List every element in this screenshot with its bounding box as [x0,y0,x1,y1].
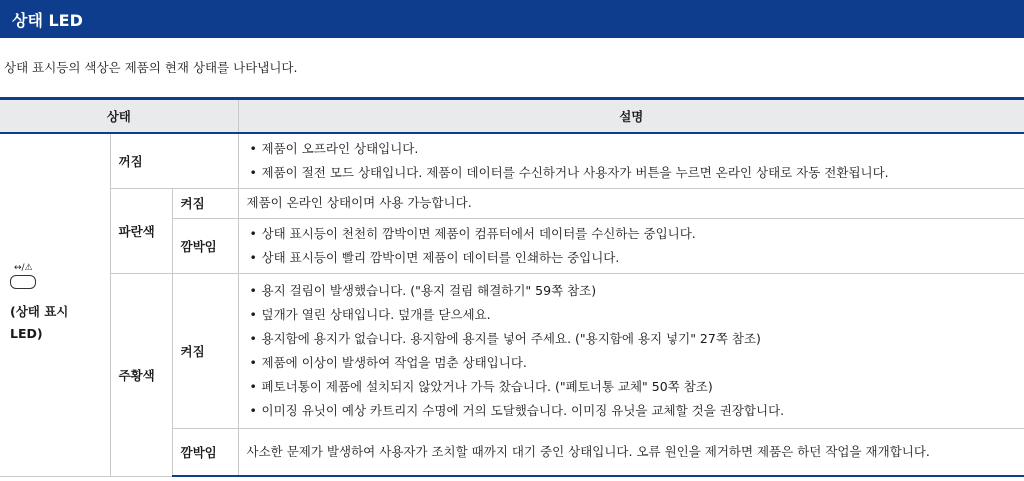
desc-orange-blink: 사소한 문제가 발생하여 사용자가 조치할 때까지 대기 중인 상태입니다. 오류 원인을 제거하면 제품은 하던 작업을 재개합니다. [238,428,1024,476]
list-item: • 제품이 절전 모드 상태입니다. 제품이 데이터를 수신하거나 사용자가 버튼을 누르면 온라인 상태로 자동 전환됩니다. [262,161,1017,185]
column-header-description: 설명 [238,99,1024,134]
orange-blink-label: 깜박임 [172,428,238,476]
led-label-line1: (상태 표시 [10,304,69,320]
desc-orange-on [238,273,1024,428]
color-orange: 주황색 [110,273,172,476]
column-header-status: 상태 [0,99,238,134]
list-item: • 상태 표시등이 빨리 깜박이면 제품이 데이터를 인쇄하는 중입니다. [262,246,1017,270]
section-title: 상태 LED [12,11,83,30]
status-led-table [0,97,1024,477]
blue-blink-label: 깜박임 [172,218,238,273]
desc-off [238,133,1024,188]
desc-blue-on: 제품이 온라인 상태이며 사용 가능합니다. [238,188,1024,218]
blue-on-label: 켜짐 [172,188,238,218]
orange-on-label: 켜짐 [172,273,238,428]
state-off: 꺼짐 [110,133,238,188]
list-item: • 제품에 이상이 발생하여 작업을 멈춘 상태입니다. [262,351,1017,375]
led-cell [0,133,110,476]
list-item: • 덮개가 열린 상태입니다. 덮개를 닫으세요. [262,303,1017,327]
color-blue: 파란색 [110,188,172,273]
list-item: • 제품이 오프라인 상태입니다. [262,137,1017,161]
list-item: • 용지함에 용지가 없습니다. 용지함에 용지를 넣어 주세요. ("용지함에 용지 넣기" 27쪽 참조) [262,327,1017,351]
list-item: • 이미징 유닛이 예상 카트리지 수명에 거의 도달했습니다. 이미징 유닛을 교체할 것을 권장합니다. [262,399,1017,423]
list-item: • 용지 걸림이 발생했습니다. ("용지 걸림 해결하기" 59쪽 참조) [262,279,1017,303]
list-item: • 폐토너통이 제품에 설치되지 않았거나 가득 찼습니다. ("폐토너통 교체" 50쪽 참조) [262,375,1017,399]
list-item: • 상태 표시등이 천천히 깜박이면 제품이 컴퓨터에서 데이터를 수신하는 중입니다. [262,222,1017,246]
status-led-icon [10,275,36,289]
section-header [0,0,1024,38]
intro-text: 상태 표시등의 색상은 제품의 현재 상태를 나타냅니다. [4,60,298,75]
led-label [10,301,109,345]
led-label-line2: LED) [10,326,43,342]
desc-blue-blink [238,218,1024,273]
led-icon-caption: ↔/⚠ [14,263,33,274]
